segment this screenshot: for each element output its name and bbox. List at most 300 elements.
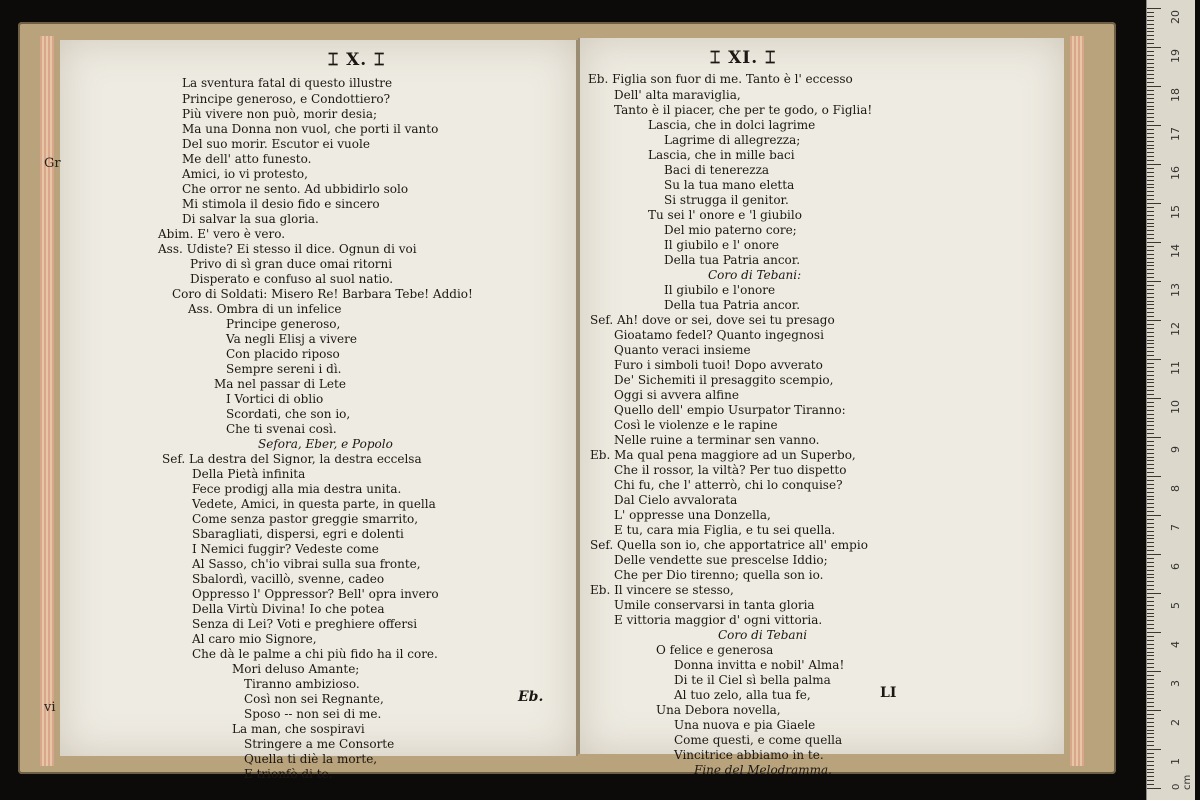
text-line: Quanto veraci insieme xyxy=(614,343,751,357)
ruler-tick xyxy=(1147,199,1154,200)
ruler-tick xyxy=(1147,581,1154,582)
ruler-tick xyxy=(1147,652,1154,653)
ruler-tick xyxy=(1147,757,1154,758)
text-line: Tiranno ambizioso. xyxy=(244,677,360,691)
ruler-tick xyxy=(1147,375,1154,376)
ruler-number: 5 xyxy=(1169,602,1182,609)
ruler-tick xyxy=(1147,441,1154,442)
ruler-tick xyxy=(1147,570,1154,571)
ruler-number: 8 xyxy=(1169,485,1182,492)
ruler-tick xyxy=(1147,636,1154,637)
ruler-tick xyxy=(1147,706,1154,707)
text-line: Chi fu, che l' atterrò, chi lo conquise? xyxy=(614,478,843,492)
text-line: Una Debora novella, xyxy=(656,703,781,717)
left-page-header: ⌶ X. ⌶ xyxy=(328,50,386,70)
ruler-tick xyxy=(1147,90,1154,91)
text-line: Su la tua mano eletta xyxy=(664,178,795,192)
ruler-tick xyxy=(1147,702,1154,703)
ruler-tick xyxy=(1147,219,1154,220)
ruler-tick xyxy=(1147,527,1154,528)
text-line: Il giubilo e l' onore xyxy=(664,238,779,252)
text-line: Tanto è il piacer, che per te godo, o Figlia! xyxy=(614,103,873,117)
text-line: Oppresso l' Oppressor? Bell' opra invero xyxy=(192,587,439,601)
ruler-tick xyxy=(1147,152,1154,153)
text-line: E tu, cara mia Figlia, e tu sei quella. xyxy=(614,523,836,537)
ruler-tick xyxy=(1147,499,1154,500)
ruler-tick xyxy=(1147,737,1154,738)
ruler-tick xyxy=(1147,507,1154,508)
ruler-tick xyxy=(1147,211,1154,212)
ruler-tick xyxy=(1147,371,1154,372)
ruler-tick xyxy=(1147,82,1154,83)
ruler-tick xyxy=(1147,316,1154,317)
ruler-tick xyxy=(1147,675,1154,676)
text-line: Che per Dio tirenno; quella son io. xyxy=(614,568,824,582)
right-page-edge xyxy=(1070,36,1084,766)
ruler-tick xyxy=(1147,597,1154,598)
ruler-tick xyxy=(1147,98,1154,99)
ruler-tick xyxy=(1147,765,1154,766)
ruler-tick xyxy=(1147,301,1154,302)
ruler-unit-label: 0 cm xyxy=(1171,774,1193,790)
ruler-tick xyxy=(1147,125,1161,126)
ruler-tick xyxy=(1147,187,1154,188)
ruler-tick xyxy=(1147,47,1161,48)
text-line: Con placido riposo xyxy=(226,347,340,361)
ruler-tick xyxy=(1147,691,1154,692)
ruler-tick xyxy=(1147,464,1154,465)
ruler-tick xyxy=(1147,367,1154,368)
ruler-tick xyxy=(1147,531,1154,532)
ruler-tick xyxy=(1147,230,1154,231)
ruler-tick xyxy=(1147,421,1154,422)
ruler-number: 10 xyxy=(1169,400,1182,414)
ruler-tick xyxy=(1147,519,1154,520)
text-line: Della Pietà infinita xyxy=(192,467,306,481)
ruler-tick xyxy=(1147,613,1154,614)
ruler-tick xyxy=(1147,601,1154,602)
ruler-tick xyxy=(1147,593,1161,594)
text-line: Fine del Melodramma. xyxy=(694,763,832,777)
measurement-ruler xyxy=(1146,0,1195,800)
ruler-tick xyxy=(1147,628,1154,629)
ruler-tick xyxy=(1147,343,1154,344)
ruler-tick xyxy=(1147,39,1154,40)
ruler-tick xyxy=(1147,63,1154,64)
ruler-tick xyxy=(1147,258,1154,259)
ruler-number: 17 xyxy=(1169,127,1182,141)
text-line: E trionfò di te. xyxy=(244,767,333,781)
text-line: Mori deluso Amante; xyxy=(232,662,360,676)
text-line: L' oppresse una Donzella, xyxy=(614,508,771,522)
ruler-tick xyxy=(1147,113,1154,114)
ruler-tick xyxy=(1147,172,1154,173)
ruler-tick xyxy=(1147,262,1154,263)
ruler-tick xyxy=(1147,242,1161,243)
text-line: Scordati, che son io, xyxy=(226,407,351,421)
ruler-tick xyxy=(1147,546,1154,547)
ruler-number: 19 xyxy=(1169,49,1182,63)
ruler-tick xyxy=(1147,141,1154,142)
text-line: Vedete, Amici, in questa parte, in quella xyxy=(192,497,436,511)
ruler-tick xyxy=(1147,94,1154,95)
text-line: De' Sichemiti il presaggito scempio, xyxy=(614,373,834,387)
ruler-tick xyxy=(1147,223,1154,224)
ruler-tick xyxy=(1147,109,1154,110)
ruler-tick xyxy=(1147,511,1154,512)
ruler-tick xyxy=(1147,523,1154,524)
ruler-tick xyxy=(1147,336,1154,337)
ruler-tick xyxy=(1147,769,1154,770)
text-line: Eb. Figlia son fuor di me. Tanto è l' eccesso xyxy=(588,72,853,86)
ruler-tick xyxy=(1147,722,1154,723)
text-line: Della Virtù Divina! Io che potea xyxy=(192,602,385,616)
ruler-number: 1 xyxy=(1169,758,1182,765)
ruler-tick xyxy=(1147,671,1161,672)
ruler-tick xyxy=(1147,632,1161,633)
text-line: Sempre sereni i dì. xyxy=(226,362,342,376)
ruler-tick xyxy=(1147,133,1154,134)
ruler-tick xyxy=(1147,102,1154,103)
text-line: Principe generoso, xyxy=(226,317,341,331)
ruler-tick xyxy=(1147,297,1154,298)
ruler-tick xyxy=(1147,70,1154,71)
ruler-tick xyxy=(1147,160,1154,161)
ruler-tick xyxy=(1147,289,1154,290)
text-line: Il giubilo e l'onore xyxy=(664,283,776,297)
text-line: Quello dell' empio Usurpator Tiranno: xyxy=(614,403,846,417)
text-line: Gioatamo fedel? Quanto ingegnosi xyxy=(614,328,824,342)
text-line: Così non sei Regnante, xyxy=(244,692,384,706)
text-line: Privo di sì gran duce omai ritorni xyxy=(190,257,393,271)
ruler-tick xyxy=(1147,589,1154,590)
text-line: Coro di Soldati: Misero Re! Barbara Tebe! Addio! xyxy=(172,287,473,301)
ruler-number: 3 xyxy=(1169,680,1182,687)
ruler-tick xyxy=(1147,784,1154,785)
text-line: Si strugga il genitor. xyxy=(664,193,789,207)
text-line: Coro di Tebani xyxy=(718,628,808,642)
text-line: Della tua Patria ancor. xyxy=(664,253,801,267)
text-line: Che dà le palme a chi più fido ha il core. xyxy=(192,647,438,661)
ruler-tick xyxy=(1147,733,1154,734)
text-line: Di salvar la sua gloria. xyxy=(182,212,319,226)
text-line: Me dell' atto funesto. xyxy=(182,152,312,166)
ruler-tick xyxy=(1147,386,1154,387)
ruler-tick xyxy=(1147,644,1154,645)
ruler-tick xyxy=(1147,12,1154,13)
ruler-tick xyxy=(1147,503,1154,504)
ruler-tick xyxy=(1147,476,1161,477)
text-line: Ma una Donna non vuol, che porti il vanto xyxy=(182,122,439,136)
text-line: La man, che sospiravi xyxy=(232,722,365,736)
left-page xyxy=(60,40,578,781)
ruler-tick xyxy=(1147,698,1154,699)
text-line: Che ti svenai così. xyxy=(226,422,337,436)
text-line: Dell' alta maraviglia, xyxy=(614,88,741,102)
text-line: Ass. Ombra di un infelice xyxy=(188,302,342,316)
ruler-tick xyxy=(1147,480,1154,481)
ruler-tick xyxy=(1147,254,1154,255)
ruler-tick xyxy=(1147,492,1154,493)
ruler-tick xyxy=(1147,663,1154,664)
text-line: Ass. Udiste? Ei stesso il dice. Ognun di voi xyxy=(158,242,417,256)
text-line: Va negli Elisj a vivere xyxy=(226,332,357,346)
text-line: Al Sasso, ch'io vibrai sulla sua fronte, xyxy=(192,557,421,571)
ruler-tick xyxy=(1147,776,1154,777)
text-line: Principe generoso, e Condottiero? xyxy=(182,92,391,106)
text-line: O felice e generosa xyxy=(656,643,774,657)
ruler-tick xyxy=(1147,67,1154,68)
text-line: Sposo -- non sei di me. xyxy=(244,707,382,721)
ruler-tick xyxy=(1147,328,1154,329)
text-line: Sef. Quella son io, che apportatrice all' empio xyxy=(590,538,868,552)
ruler-tick xyxy=(1147,585,1154,586)
ruler-tick xyxy=(1147,624,1154,625)
ruler-tick xyxy=(1147,687,1154,688)
ruler-tick xyxy=(1147,410,1154,411)
ruler-tick xyxy=(1147,148,1154,149)
ruler-tick xyxy=(1147,340,1154,341)
ruler-tick xyxy=(1147,207,1154,208)
ruler-number: 6 xyxy=(1169,563,1182,570)
ruler-tick xyxy=(1147,191,1154,192)
text-line: Eb. Il vincere se stesso, xyxy=(590,583,734,597)
ruler-tick xyxy=(1147,129,1154,130)
ruler-number: 11 xyxy=(1169,361,1182,375)
left-page-edge xyxy=(40,36,54,766)
ruler-tick xyxy=(1147,238,1154,239)
text-line: Fece prodigj alla mia destra unita. xyxy=(192,482,402,496)
ruler-tick xyxy=(1147,655,1154,656)
ruler-tick xyxy=(1147,402,1154,403)
ruler-tick xyxy=(1147,312,1154,313)
ruler-tick xyxy=(1147,772,1154,773)
ruler-tick xyxy=(1147,714,1154,715)
right-catchword: LI xyxy=(880,685,897,701)
text-line: Stringere a me Consorte xyxy=(244,737,395,751)
ruler-tick xyxy=(1147,359,1161,360)
text-line: Eb. Ma qual pena maggiore ad un Superbo, xyxy=(590,448,856,462)
text-line: Mi stimola il desio fido e sincero xyxy=(182,197,380,211)
ruler-tick xyxy=(1147,8,1161,9)
ruler-tick xyxy=(1147,418,1154,419)
ruler-tick xyxy=(1147,577,1154,578)
text-line: Sbalordì, vacillò, svenne, cadeo xyxy=(192,572,385,586)
ruler-number: 18 xyxy=(1169,88,1182,102)
text-line: Che il rossor, la viltà? Per tuo dispetto xyxy=(614,463,847,477)
left-margin-mark-top: Gr xyxy=(44,156,61,171)
ruler-tick xyxy=(1147,616,1154,617)
ruler-tick xyxy=(1147,730,1154,731)
text-line: Amici, io vi protesto, xyxy=(182,167,308,181)
ruler-number: 9 xyxy=(1169,446,1182,453)
ruler-tick xyxy=(1147,542,1154,543)
ruler-tick xyxy=(1147,694,1154,695)
ruler-tick xyxy=(1147,203,1161,204)
text-line: Come senza pastor greggie smarrito, xyxy=(192,512,419,526)
text-line: Oggi si avvera alfine xyxy=(614,388,740,402)
ruler-tick xyxy=(1147,398,1161,399)
text-line: Della tua Patria ancor. xyxy=(664,298,801,312)
ruler-tick xyxy=(1147,453,1154,454)
ruler-number: 12 xyxy=(1169,322,1182,336)
ruler-number: 14 xyxy=(1169,244,1182,258)
ruler-tick xyxy=(1147,566,1154,567)
text-line: Disperato e confuso al suol natio. xyxy=(190,272,394,286)
text-line: Sef. Ah! dove or sei, dove sei tu presago xyxy=(590,313,835,327)
ruler-tick xyxy=(1147,457,1154,458)
ruler-tick xyxy=(1147,184,1154,185)
ruler-tick xyxy=(1147,180,1154,181)
text-line: Del mio paterno core; xyxy=(664,223,797,237)
ruler-tick xyxy=(1147,145,1154,146)
text-line: Quella ti diè la morte, xyxy=(244,752,378,766)
text-line: Coro di Tebani: xyxy=(708,268,802,282)
ruler-tick xyxy=(1147,554,1161,555)
ruler-number: 7 xyxy=(1169,524,1182,531)
ruler-number: 2 xyxy=(1169,719,1182,726)
ruler-tick xyxy=(1147,273,1154,274)
ruler-tick xyxy=(1147,433,1154,434)
ruler-tick xyxy=(1147,250,1154,251)
ruler-tick xyxy=(1147,265,1154,266)
ruler-tick xyxy=(1147,281,1161,282)
text-line: Sefora, Eber, e Popolo xyxy=(258,437,393,451)
ruler-tick xyxy=(1147,304,1154,305)
ruler-tick xyxy=(1147,761,1154,762)
text-line: Senza di Lei? Voti e preghiere offersi xyxy=(192,617,418,631)
ruler-tick xyxy=(1147,35,1154,36)
ruler-tick xyxy=(1147,788,1161,789)
ruler-tick xyxy=(1147,496,1154,497)
ruler-tick xyxy=(1147,16,1154,17)
text-line: Umile conservarsi in tanta gloria xyxy=(614,598,815,612)
ruler-tick xyxy=(1147,558,1154,559)
ruler-tick xyxy=(1147,780,1154,781)
ruler-tick xyxy=(1147,28,1154,29)
ruler-tick xyxy=(1147,195,1154,196)
ruler-number: 13 xyxy=(1169,283,1182,297)
text-line: Del suo morir. Escutor ei vuole xyxy=(182,137,370,151)
text-line: Sef. La destra del Signor, la destra eccelsa xyxy=(162,452,422,466)
ruler-tick xyxy=(1147,484,1154,485)
ruler-tick xyxy=(1147,308,1154,309)
ruler-tick xyxy=(1147,43,1154,44)
ruler-tick xyxy=(1147,20,1154,21)
ruler-tick xyxy=(1147,640,1154,641)
ruler-tick xyxy=(1147,137,1154,138)
text-line: Al tuo zelo, alla tua fe, xyxy=(674,688,811,702)
text-line: Donna invitta e nobil' Alma! xyxy=(674,658,845,672)
ruler-tick xyxy=(1147,679,1154,680)
ruler-tick xyxy=(1147,429,1154,430)
text-line: Delle vendette sue prescelse Iddio; xyxy=(614,553,828,567)
ruler-tick xyxy=(1147,379,1154,380)
ruler-tick xyxy=(1147,215,1154,216)
ruler-tick xyxy=(1147,394,1154,395)
ruler-tick xyxy=(1147,285,1154,286)
ruler-tick xyxy=(1147,347,1154,348)
ruler-tick xyxy=(1147,538,1154,539)
left-catchword: Eb. xyxy=(518,689,544,705)
ruler-tick xyxy=(1147,745,1154,746)
ruler-tick xyxy=(1147,535,1154,536)
ruler-tick xyxy=(1147,488,1154,489)
ruler-tick xyxy=(1147,24,1154,25)
text-line: Così le violenze e le rapine xyxy=(614,418,778,432)
ruler-tick xyxy=(1147,515,1161,516)
ruler-tick xyxy=(1147,332,1154,333)
text-line: Una nuova e pia Giaele xyxy=(674,718,816,732)
ruler-tick xyxy=(1147,51,1154,52)
text-line: Che orror ne sento. Ad ubbidirlo solo xyxy=(182,182,409,196)
left-margin-mark-bottom: vi xyxy=(44,700,56,715)
ruler-tick xyxy=(1147,55,1154,56)
ruler-tick xyxy=(1147,710,1161,711)
ruler-tick xyxy=(1147,246,1154,247)
ruler-tick xyxy=(1147,277,1154,278)
ruler-tick xyxy=(1147,324,1154,325)
ruler-tick xyxy=(1147,562,1154,563)
ruler-tick xyxy=(1147,269,1154,270)
ruler-tick xyxy=(1147,667,1154,668)
ruler-tick xyxy=(1147,449,1154,450)
right-page-header: ⌶ XI. ⌶ xyxy=(710,48,777,68)
ruler-tick xyxy=(1147,574,1154,575)
ruler-tick xyxy=(1147,468,1154,469)
ruler-tick xyxy=(1147,168,1154,169)
ruler-number: 15 xyxy=(1169,205,1182,219)
ruler-tick xyxy=(1147,437,1161,438)
text-line: Furo i simboli tuoi! Dopo avverato xyxy=(614,358,823,372)
right-page xyxy=(578,38,1064,777)
ruler-tick xyxy=(1147,106,1154,107)
ruler-tick xyxy=(1147,445,1154,446)
text-line: Lagrime di allegrezza; xyxy=(664,133,801,147)
ruler-tick xyxy=(1147,726,1154,727)
ruler-tick xyxy=(1147,472,1154,473)
text-line: I Nemici fuggir? Vedeste come xyxy=(192,542,379,556)
text-line: Più vivere non può, morir desia; xyxy=(182,107,378,121)
ruler-tick xyxy=(1147,683,1154,684)
ruler-tick xyxy=(1147,460,1154,461)
ruler-tick xyxy=(1147,390,1154,391)
text-line: Baci di tenerezza xyxy=(664,163,770,177)
ruler-tick xyxy=(1147,753,1154,754)
ruler-number: 16 xyxy=(1169,166,1182,180)
text-line: Nelle ruine a terminar sen vanno. xyxy=(614,433,820,447)
text-line: I Vortici di oblio xyxy=(226,392,324,406)
text-line: Tu sei l' onore e 'l giubilo xyxy=(648,208,802,222)
text-line: Abim. E' vero è vero. xyxy=(158,227,286,241)
text-line: E vittoria maggior d' ogni vittoria. xyxy=(614,613,823,627)
text-line: Di te il Ciel sì bella palma xyxy=(674,673,831,687)
text-line: Vincitrice abbiamo in te. xyxy=(674,748,824,762)
text-line: Al caro mio Signore, xyxy=(192,632,317,646)
text-line: Lascia, che in mille baci xyxy=(648,148,795,162)
ruler-tick xyxy=(1147,31,1154,32)
ruler-tick xyxy=(1147,226,1154,227)
ruler-tick xyxy=(1147,741,1154,742)
ruler-tick xyxy=(1147,620,1154,621)
ruler-tick xyxy=(1147,156,1154,157)
text-line: La sventura fatal di questo illustre xyxy=(182,76,393,90)
ruler-tick xyxy=(1147,648,1154,649)
ruler-tick xyxy=(1147,78,1154,79)
ruler-tick xyxy=(1147,425,1154,426)
ruler-number: 4 xyxy=(1169,641,1182,648)
ruler-tick xyxy=(1147,234,1154,235)
